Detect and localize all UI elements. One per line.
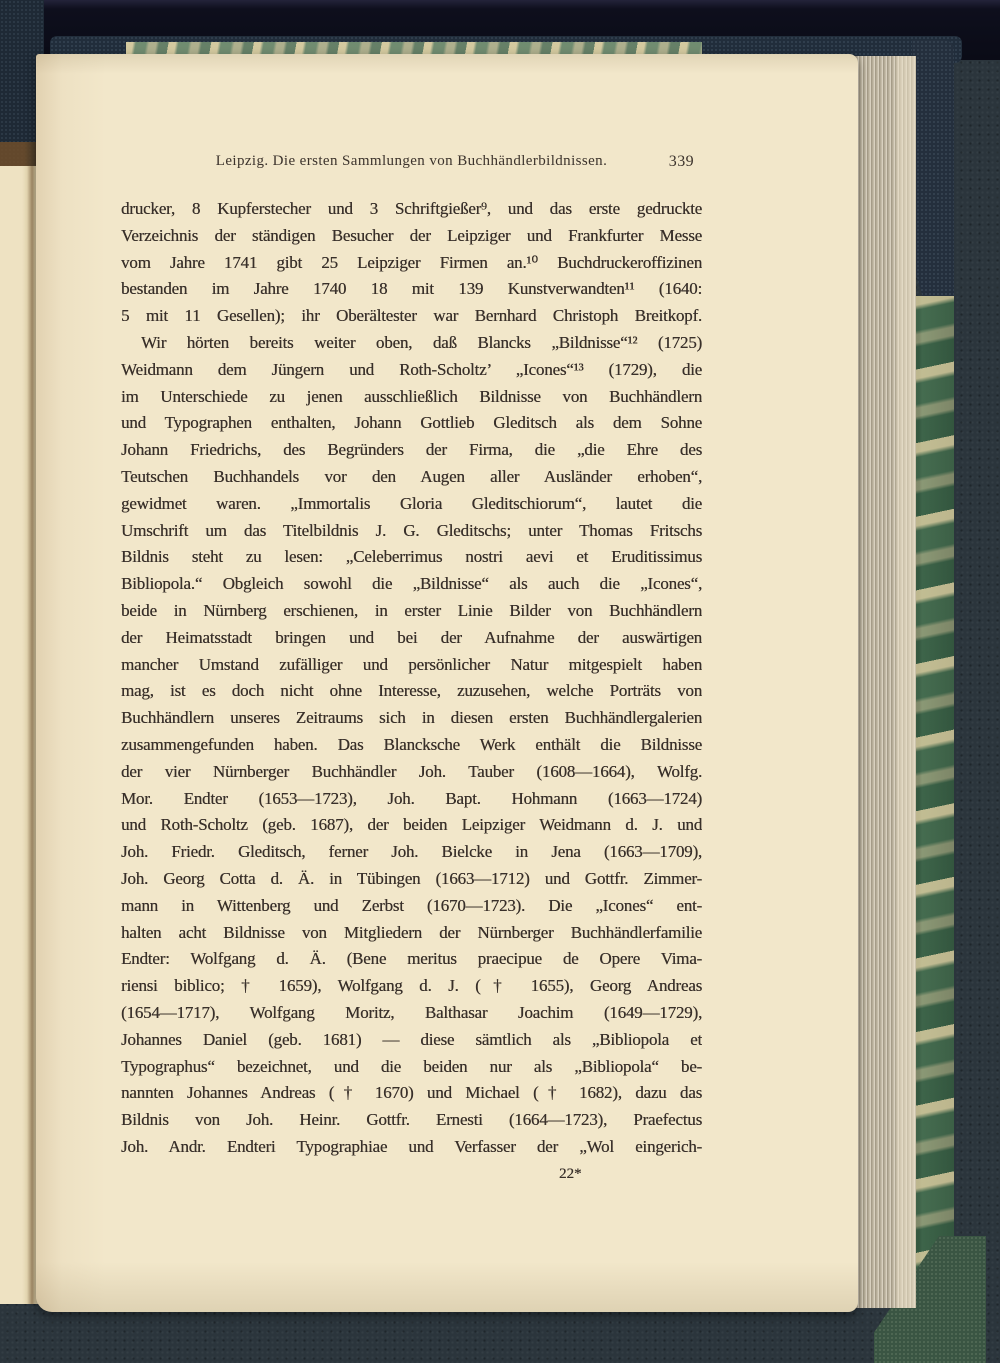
body-line: drucker, 8 Kupferstecher und 3 Schriftgießer⁹, und das erste gedruckte xyxy=(121,199,702,218)
body-line: vom Jahre 1741 gibt 25 Leipziger Firmen an.¹⁰ Buchdruckeroffizinen xyxy=(121,252,702,272)
body-line: nannten Johannes Andreas († 1670) und Michael († 1682), dazu das xyxy=(121,1083,702,1103)
body-line: bestanden im Jahre 1740 18 mit 139 Kunstverwandten¹¹ (1640: xyxy=(121,279,702,299)
body-line: Joh. Andr. Endteri Typographiae und Verfasser der „Wol eingerich- xyxy=(121,1136,702,1156)
body-line: Joh. Georg Cotta d. Ä. in Tübingen (1663—1712) und Gottfr. Zimmer- xyxy=(121,868,702,888)
left-page-gutter-edge xyxy=(0,160,40,1304)
body-line: der vier Nürnberger Buchhändler Joh. Tauber (1608—1664), Wolfg. xyxy=(121,761,702,781)
body-line: (1654—1717), Wolfgang Moritz, Balthasar Joachim (1649—1729), xyxy=(121,1002,702,1022)
body-line: gewidmet waren. „Immortalis Gloria Gleditschiorum“, lautet die xyxy=(121,493,702,513)
body-line: Mor. Endter (1653—1723), Joh. Bapt. Hohmann (1663—1724) xyxy=(121,788,702,808)
body-line: Johannes Daniel (geb. 1681) — diese sämtlich als „Bibliopola et xyxy=(121,1029,702,1049)
body-line: mag, ist es doch nicht ohne Interesse, zuzusehen, welche Porträts von xyxy=(121,681,702,701)
body-line: Endter: Wolfgang d. Ä. (Bene meritus praecipue de Opere Vima- xyxy=(121,949,702,969)
text-block xyxy=(121,196,702,1187)
body-line: und Typographen enthalten, Johann Gottlieb Gleditsch als dem Sohne xyxy=(121,413,702,433)
body-line: mancher Umstand zufälliger und persönlicher Natur mitgespielt haben xyxy=(121,654,702,674)
body-line: Weidmann dem Jüngern und Roth-Scholtz’ „Icones“¹³ (1729), die xyxy=(121,359,702,379)
body-line-paragraph-start: Wir hörten bereits weiter oben, daß Blancks „Bildnisse“¹² (1725) xyxy=(141,332,702,352)
body-line: mann in Wittenberg und Zerbst (1670—1723). Die „Icones“ ent- xyxy=(121,895,702,915)
book-page xyxy=(36,54,858,1312)
body-line: Umschrift um das Titelbildnis J. G. Gleditschs; unter Thomas Fritschs xyxy=(121,520,702,540)
marbled-board-right-strip xyxy=(916,296,954,1288)
signature-mark: 22* xyxy=(559,1165,582,1182)
body-line: riensi biblico; † 1659), Wolfgang d. J. († 1655), Georg Andreas xyxy=(121,976,702,996)
body-line: zusammengefunden haben. Das Blancksche Werk enthält die Bildnisse xyxy=(121,734,702,754)
body-line: Typographus“ bezeichnet, und die beiden nur als „Bibliopola“ be- xyxy=(121,1056,702,1076)
body-line: Bibliopola.“ Obgleich sowohl die „Bildnisse“ als auch die „Icones“, xyxy=(121,574,702,594)
page-fore-edge-stack xyxy=(854,56,916,1308)
page-number: 339 xyxy=(668,153,694,170)
body-line: Teutschen Buchhandels vor den Augen aller Ausländer erhoben“, xyxy=(121,466,702,486)
body-line: Verzeichnis der ständigen Besucher der Leipziger und Frankfurter Messe xyxy=(121,225,702,245)
body-line: Johann Friedrichs, des Begründers der Firma, die „die Ehre des xyxy=(121,440,702,460)
body-line: beide in Nürnberg erschienen, in erster Linie Bilder von Buchhändlern xyxy=(121,600,702,620)
body-line: halten acht Bildnisse von Mitgliedern der Nürnberger Buchhändlerfamilie xyxy=(121,922,702,942)
body-line: 5 mit 11 Gesellen); ihr Oberältester war Bernhard Christoph Breitkopf. xyxy=(121,306,702,326)
body-line: Bildnis von Joh. Heinr. Gottfr. Ernesti (1664—1723), Praefectus xyxy=(121,1110,702,1130)
page-header xyxy=(121,153,702,175)
body-line: und Roth-Scholtz (geb. 1687), der beiden Leipziger Weidmann d. J. und xyxy=(121,815,702,835)
body-line: im Unterschiede zu jenen ausschließlich Bildnisse von Buchhändlern xyxy=(121,386,702,406)
body-line: Bildnis steht zu lesen: „Celeberrimus nostri aevi et Eruditissimus xyxy=(121,547,702,567)
body-line: der Heimatsstadt bringen und bei der Aufnahme der auswärtigen xyxy=(121,627,702,647)
book-cover-corner-top-right xyxy=(912,40,954,310)
body-line: Buchhändlern unseres Zeitraums sich in diesen ersten Buchhändlergalerien xyxy=(121,708,702,728)
running-title: Leipzig. Die ersten Sammlungen von Buchhändlerbildnissen. xyxy=(215,153,608,169)
body-line: Joh. Friedr. Gleditsch, ferner Joh. Bielcke in Jena (1663—1709), xyxy=(121,842,702,862)
